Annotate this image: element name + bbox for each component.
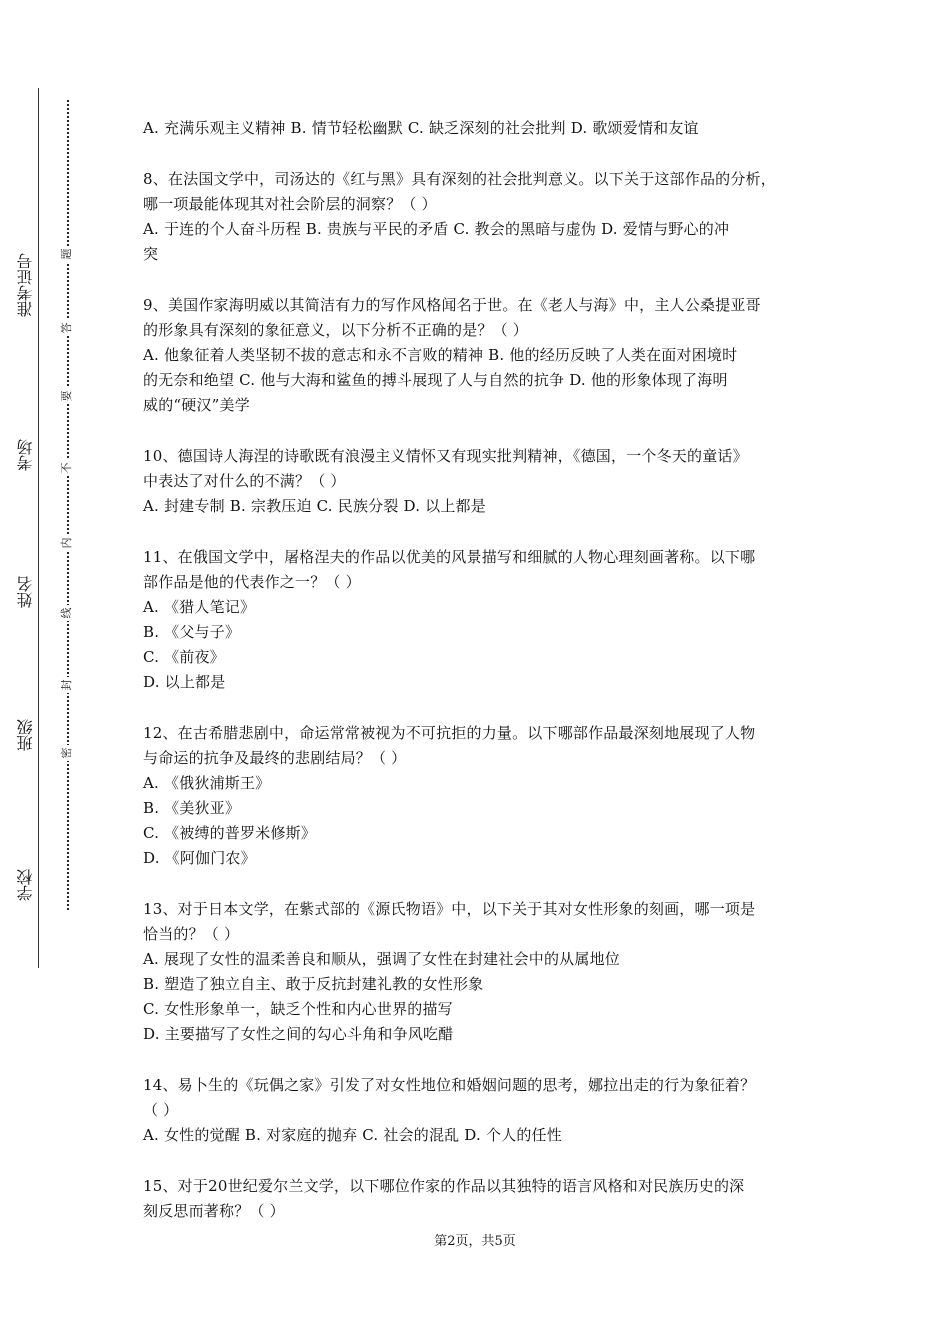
seal-warning-char: 线 [59,605,75,621]
question-line: 9、美国作家海明威以其简洁有力的写作风格闻名于世。在《老人与海》中，主人公桑提亚哥 [143,296,761,314]
question-line: 14、易卜生的《玩偶之家》引发了对女性地位和婚姻问题的思考，娜拉出走的行为象征着？ [143,1076,756,1094]
question-line: 的形象具有深刻的象征意义，以下分析不正确的是？（ ） [143,321,528,339]
question-list [143,116,815,1250]
seal-warning-char: 题 [59,246,75,262]
question-line: A. 展现了女性的温柔善良和顺从，强调了女性在封建社会中的从属地位 [143,950,620,968]
question-line: A. 《猎人笔记》 [143,598,256,616]
question-block [143,1174,815,1224]
question-line: 恰当的？（ ） [143,925,240,943]
binding-field-label: 学校 [16,869,35,901]
question-line: A. 充满乐观主义精神 B. 情节轻松幽默 C. 缺乏深刻的社会批判 D. 歌颂爱情和友谊 [143,119,699,137]
question-line: 刻反思而著称？（ ） [143,1202,285,1220]
question-line: 的无奈和绝望 C. 他与大海和鲨鱼的搏斗展现了人与自然的抗争 D. 他的形象体现了海明 [143,371,728,389]
binding-solid-line [38,88,39,968]
question-line: 与命运的抗争及最终的悲剧结局？（ ） [143,749,407,767]
question-line: 11、在俄国文学中，屠格涅夫的作品以优美的风景描写和细腻的人物心理刻画著称。以下哪 [143,548,756,566]
binding-field-label: 姓名 [16,576,35,608]
question-block [143,1073,815,1148]
question-line: A. 女性的觉醒 B. 对家庭的抛弃 C. 社会的混乱 D. 个人的任性 [143,1126,562,1144]
seal-warning-char: 不 [59,460,75,476]
question-block [143,545,815,695]
question-line: C. 《前夜》 [143,648,225,666]
question-line: 15、对于20世纪爱尔兰文学，以下哪位作家的作品以其独特的语言风格和对民族历史的深 [143,1177,745,1195]
question-line: C. 《被缚的普罗米修斯》 [143,824,317,842]
question-line: 中表达了对什么的不满？（ ） [143,472,346,490]
question-line: （ ） [143,1101,179,1119]
question-line: A. 《俄狄浦斯王》 [143,774,271,792]
question-line: 部作品是他的代表作之一？（ ） [143,573,361,591]
question-block [143,444,815,519]
question-line: A. 他象征着人类坚韧不拔的意志和永不言败的精神 B. 他的经历反映了人类在面对困境时 [143,346,738,364]
seal-dotted-line [67,100,69,910]
seal-warning-char: 答 [59,320,75,336]
seal-warning-char: 密 [59,745,75,761]
question-line: A. 于连的个人奋斗历程 B. 贵族与平民的矛盾 C. 教会的黑暗与虚伪 D. 爱情与野心的冲 [143,220,730,238]
question-line: C. 女性形象单一，缺乏个性和内心世界的描写 [143,1000,453,1018]
question-line: B. 《美狄亚》 [143,799,241,817]
binding-field-label: 准考证号 [16,253,35,317]
question-line: B. 塑造了独立自主、敢于反抗封建礼教的女性形象 [143,975,484,993]
question-line: 8、在法国文学中，司汤达的《红与黑》具有深刻的社会批判意义。以下关于这部作品的分析， [143,170,776,188]
question-line: D. 以上都是 [143,673,226,691]
question-line: 13、对于日本文学，在紫式部的《源氏物语》中，以下关于其对女性形象的刻画，哪一项是 [143,900,756,918]
question-block [143,116,815,141]
question-line: 12、在古希腊悲剧中，命运常常被视为不可抗拒的力量。以下哪部作品最深刻地展现了人物 [143,724,756,742]
question-block [143,293,815,418]
question-block [143,167,815,267]
question-line: 威的“硬汉”美学 [143,396,250,414]
question-line: D. 《阿伽门农》 [143,849,256,867]
question-block [143,721,815,871]
question-line: 突 [143,245,159,263]
page-footer: 第2页，共5页 [434,1234,516,1249]
binding-field-label: 考场 [16,439,35,471]
question-line: 10、德国诗人海涅的诗歌既有浪漫主义情怀又有现实批判精神，《德国，一个冬天的童话》 [143,447,748,465]
seal-warning-char: 要 [59,388,75,404]
question-line: B. 《父与子》 [143,623,241,641]
question-line: 哪一项最能体现其对社会阶层的洞察？（ ） [143,195,437,213]
seal-warning-char: 封 [59,677,75,693]
binding-field-label: 班级 [16,719,35,751]
question-line: A. 封建专制 B. 宗教压迫 C. 民族分裂 D. 以上都是 [143,497,486,515]
question-block [143,897,815,1047]
seal-warning-char: 内 [59,535,75,551]
question-line: D. 主要描写了女性之间的勾心斗角和争风吃醋 [143,1025,454,1043]
